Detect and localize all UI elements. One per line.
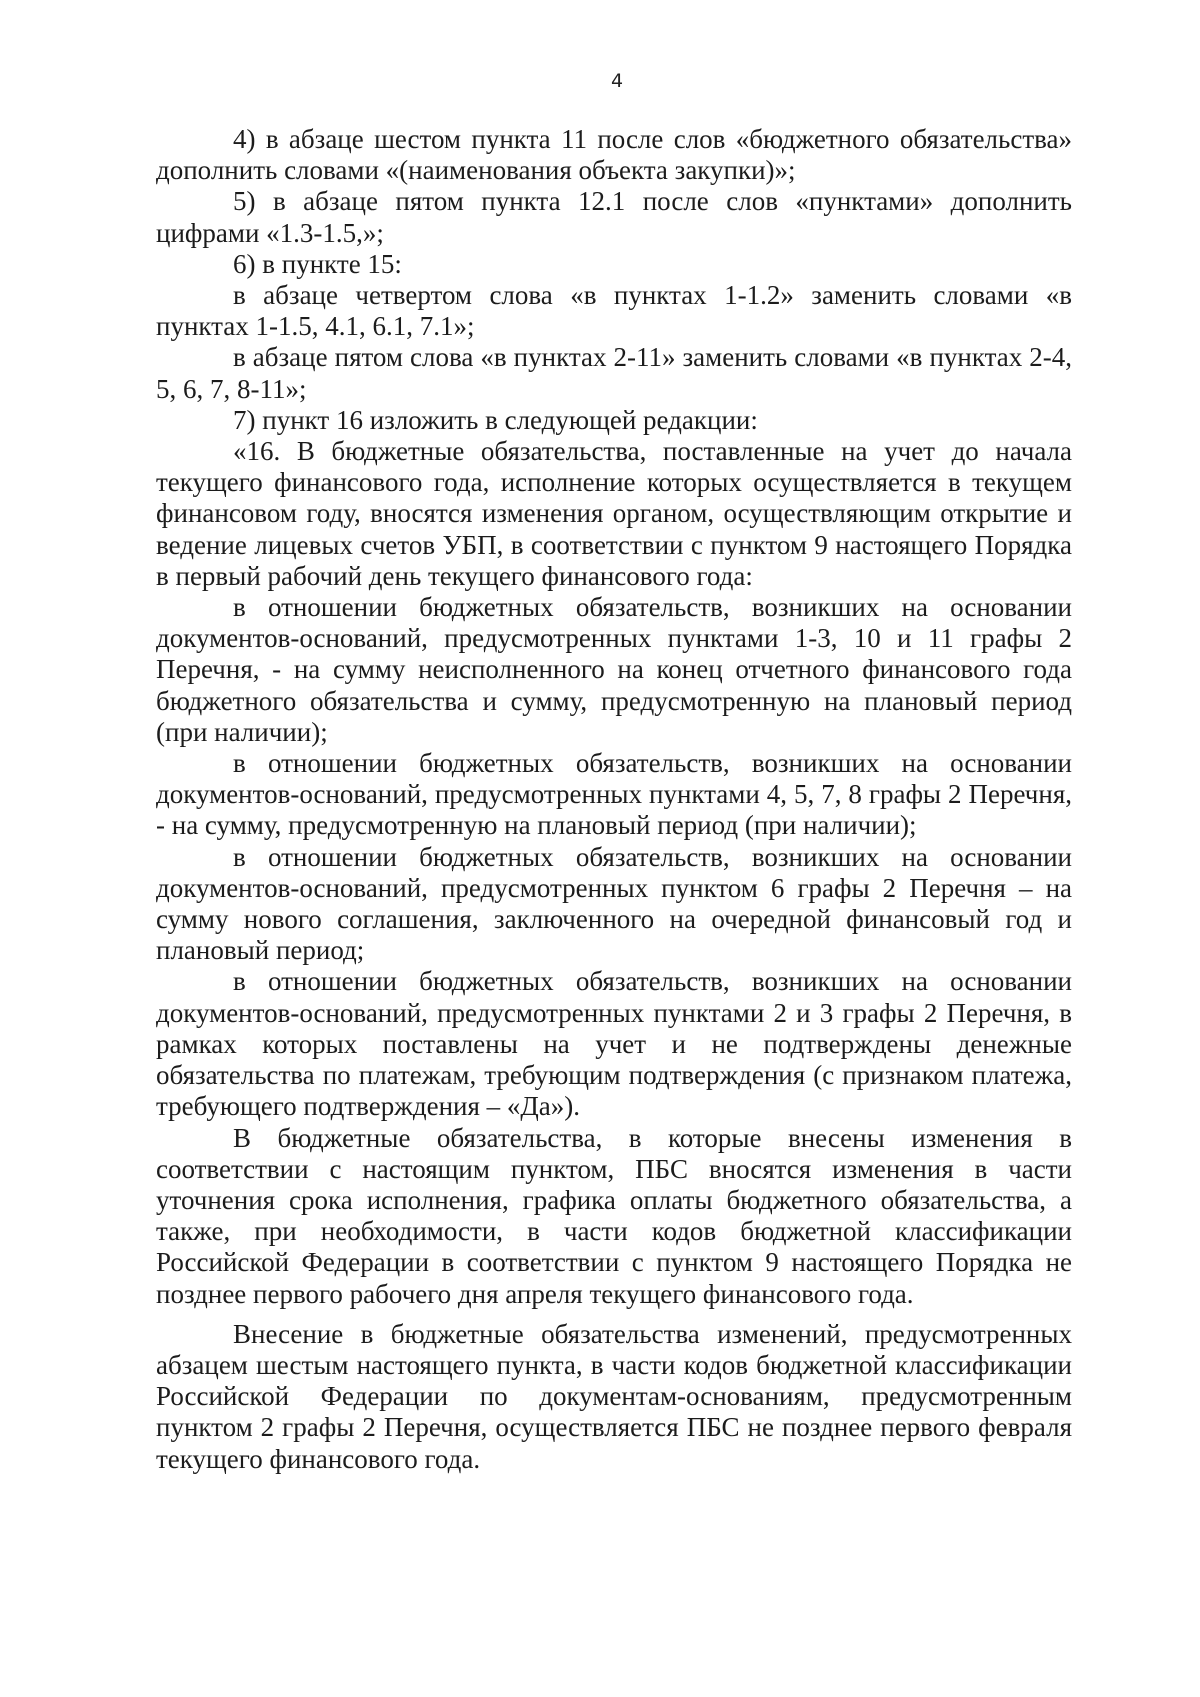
paragraph-point-16-case-1: в отношении бюджетных обязательств, возникших на основании документов-оснований, предусмотренных пунктами 1-3, 10 и 11 графы 2 Перечня, - на сумму неисполненного на конец отчетного финансового года бюджетного обязательства и сумму, предусмотренную на плановый период (при наличии); (156, 592, 1072, 747)
paragraph-amendment-5: 5) в абзаце пятом пункта 12.1 после слов «пунктами» дополнить цифрами «1.3-1.5,»; (156, 186, 1072, 248)
paragraph-point-16-case-2: в отношении бюджетных обязательств, возникших на основании документов-оснований, предусмотренных пунктами 4, 5, 7, 8 графы 2 Перечня, - на сумму, предусмотренную на плановый период (при наличии); (156, 748, 1072, 841)
paragraph-amendment-6-abzac-5: в абзаце пятом слова «в пунктах 2-11» заменить словами «в пунктах 2-4, 5, 6, 7, 8-11»; (156, 342, 1072, 404)
paragraph-amendment-6: 6) в пункте 15: (233, 248, 402, 279)
page-number: 4 (610, 70, 624, 92)
paragraph-amendment-7: 7) пункт 16 изложить в следующей редакции: (233, 404, 758, 435)
document-body (156, 124, 1072, 1475)
paragraph-point-16: «16. В бюджетные обязательства, поставленные на учет до начала текущего финансового года, исполнение которых осуществляется в текущем финансовом году, вносятся изменения органом, осуществляющим открытие и ведение лицевых счетов УБП, в соответствии с пунктом 9 настоящего Порядка в первый рабочий день текущего финансового года: (156, 436, 1072, 591)
paragraph-amendment-4: 4) в абзаце шестом пункта 11 после слов «бюджетного обязательства» дополнить словами «(наименования объекта закупки)»; (156, 124, 1072, 186)
paragraph-point-16-codes: Внесение в бюджетные обязательства изменений, предусмотренных абзацем шестым настоящего пункта, в части кодов бюджетной классификации Российской Федерации по документам-основаниям, предусмотренным пунктом 2 графы 2 Перечня, осуществляется ПБС не позднее первого февраля текущего финансового года. (156, 1318, 1072, 1474)
paragraph-amendment-6-abzac-4: в абзаце четвертом слова «в пунктах 1-1.2» заменить словами «в пунктах 1-1.5, 4.1, 6.1, 7.1»; (156, 280, 1072, 342)
paragraph-point-16-case-4: в отношении бюджетных обязательств, возникших на основании документов-оснований, предусмотренных пунктами 2 и 3 графы 2 Перечня, в рамках которых поставлены на учет и не подтверждены денежные обязательства по платежам, требующим подтверждения (с признаком платежа, требующего подтверждения – «Да»). (156, 966, 1072, 1122)
paragraph-point-16-pbs-changes: В бюджетные обязательства, в которые внесены изменения в соответствии с настоящим пунктом, ПБС вносятся изменения в части уточнения срока исполнения, графика оплаты бюджетного обязательства, а также, при необходимости, в части кодов бюджетной классификации Российской Федерации в соответствии с пунктом 9 настоящего Порядка не позднее первого рабочего дня апреля текущего финансового года. (156, 1122, 1072, 1309)
paragraph-point-16-case-3: в отношении бюджетных обязательств, возникших на основании документов-оснований, предусмотренных пунктом 6 графы 2 Перечня – на сумму нового соглашения, заключенного на очередной финансовый год и плановый период; (156, 841, 1072, 966)
